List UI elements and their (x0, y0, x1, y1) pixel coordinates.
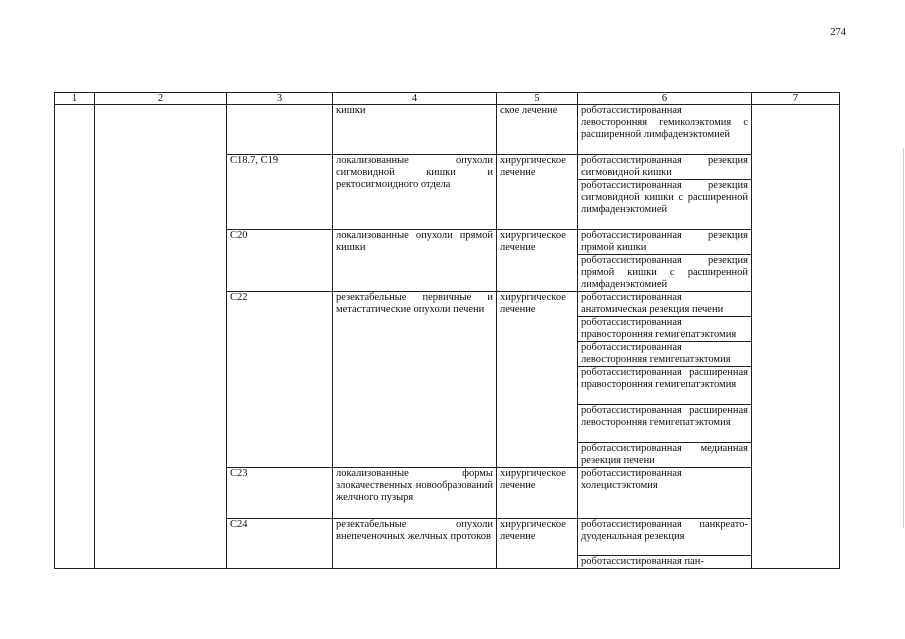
method-cell: роботассистированная расширенная левосторонняя гемигепатэктомия (578, 405, 752, 443)
diagnosis-cell: резектабельные первичные и метастатические опухоли печени (333, 292, 497, 468)
method-cell: роботассистированная резекция сигмовидной кишки с расширенной лимфаденэктомией (578, 180, 752, 230)
diagnosis-cell: локализованные формы злокачественных новообразований желчного пузыря (333, 468, 497, 519)
column-number-row (55, 93, 840, 105)
method-cell: роботассистированная резекция сигмовидной кишки (578, 155, 752, 180)
treatment-cell: ское лечение (497, 105, 578, 155)
method-cell: роботассистированная расширенная правосторонняя гемигепатэктомия (578, 367, 752, 405)
method-cell: роботассистированная пан- (578, 556, 752, 569)
col2-cell (95, 105, 227, 569)
method-cell: роботассистированная медианная резекция печени (578, 443, 752, 468)
code-cell: C23 (227, 468, 333, 519)
method-cell: роботассистированная левосторонняя гемиколэктомия с расширенной лимфаденэктомией (578, 105, 752, 155)
method-cell: роботассистированная левосторонняя гемигепатэктомия (578, 342, 752, 367)
treatment-cell: хирургическое лечение (497, 292, 578, 468)
code-cell (227, 105, 333, 155)
method-cell: роботассистированная анатомическая резекция печени (578, 292, 752, 317)
treatment-cell: хирургическое лечение (497, 230, 578, 292)
code-cell: C22 (227, 292, 333, 468)
col7-cell (752, 105, 840, 569)
col1-cell (55, 105, 95, 569)
column-header: 2 (95, 93, 227, 105)
treatment-cell: хирургическое лечение (497, 468, 578, 519)
medical-procedures-table (54, 92, 840, 569)
diagnosis-cell: кишки (333, 105, 497, 155)
diagnosis-cell: локализованные опухоли прямой кишки (333, 230, 497, 292)
method-cell: роботассистированная панкреато-дуоденальная резекция (578, 519, 752, 556)
diagnosis-cell: локализованные опухоли сигмовидной кишки и ректосигмоидного отдела (333, 155, 497, 230)
column-header: 7 (752, 93, 840, 105)
column-header: 1 (55, 93, 95, 105)
column-header: 4 (333, 93, 497, 105)
column-header: 3 (227, 93, 333, 105)
code-cell: C20 (227, 230, 333, 292)
method-cell: роботассистированная правосторонняя гемигепатэктомия (578, 317, 752, 342)
code-cell: C24 (227, 519, 333, 569)
table-row (55, 105, 840, 155)
method-cell: роботассистированная холецистэктомия (578, 468, 752, 519)
method-cell: роботассистированная резекция прямой кишки с расширенной лимфаденэктомией (578, 255, 752, 292)
column-header: 5 (497, 93, 578, 105)
page-number: 274 (830, 27, 846, 38)
diagnosis-cell: резектабельные опухоли внепеченочных желчных протоков (333, 519, 497, 569)
scan-edge-line (903, 148, 904, 528)
treatment-cell: хирургическое лечение (497, 155, 578, 230)
column-header: 6 (578, 93, 752, 105)
treatment-cell: хирургическое лечение (497, 519, 578, 569)
code-cell: C18.7, C19 (227, 155, 333, 230)
method-cell: роботассистированная резекция прямой кишки (578, 230, 752, 255)
